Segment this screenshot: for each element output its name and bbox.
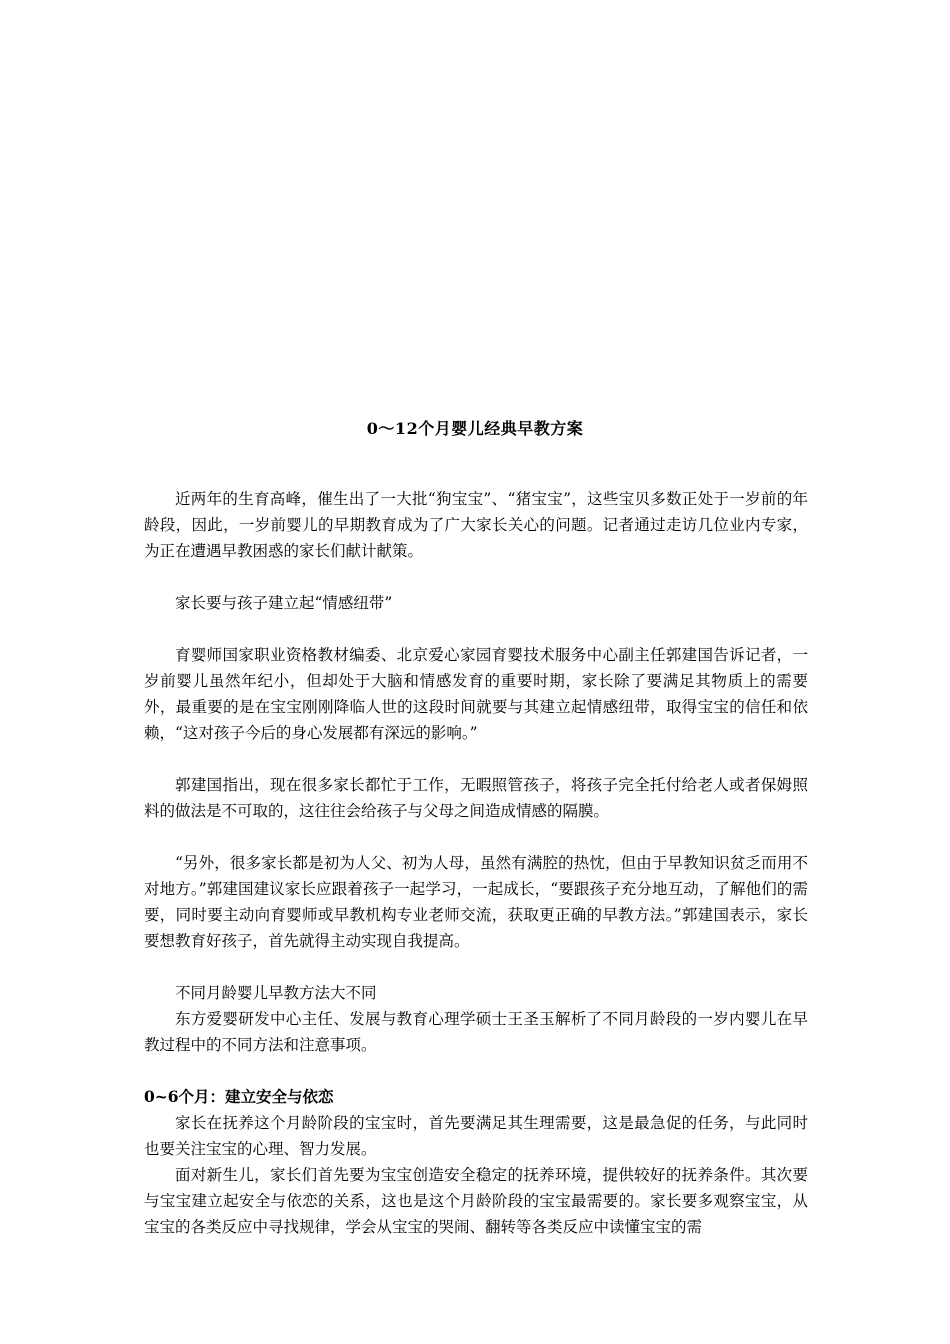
article-body bbox=[144, 486, 808, 1240]
subheading-different-ages: 不同月龄婴儿早教方法大不同 bbox=[175, 984, 377, 1002]
paragraph-guo-statement: 育婴师国家职业资格教材编委、北京爱心家园育婴技术服务中心副主任郭建国告诉记者，一岁前婴儿虽然年纪小，但却处于大脑和情感发育的重要时期，家长除了要满足其物质上的需要外，最重要的是在宝宝刚刚降临人世的这段时间就要与其建立起情感纽带，取得宝宝的信任和依赖，“这对孩子今后的身心发展都有深远的影响。” bbox=[144, 646, 808, 742]
paragraph-guo-busy-parents: 郭建国指出，现在很多家长都忙于工作，无暇照管孩子，将孩子完全托付给老人或者保姆照料的做法是不可取的，这往往会给孩子与父母之间造成情感的隔膜。 bbox=[144, 776, 808, 820]
paragraph-intro: 近两年的生育高峰，催生出了一大批“狗宝宝”、“猪宝宝”，这些宝贝多数正处于一岁前的年龄段，因此，一岁前婴儿的早期教育成为了广大家长关心的问题。记者通过走访几位业内专家，为正在遭遇早教困惑的家长们献计献策。 bbox=[144, 490, 808, 560]
paragraph-newborn-care: 面对新生儿，家长们首先要为宝宝创造安全稳定的抚养环境，提供较好的抚养条件。其次要与宝宝建立起安全与依恋的关系，这也是这个月龄阶段的宝宝最需要的。家长要多观察宝宝，从宝宝的各类反应中寻找规律，学会从宝宝的哭闹、翻转等各类反应中读懂宝宝的需 bbox=[144, 1166, 808, 1236]
paragraph-physiological-needs: 家长在抚养这个月龄阶段的宝宝时，首先要满足其生理需要，这是最急促的任务，与此同时也要关注宝宝的心理、智力发展。 bbox=[144, 1114, 808, 1158]
section-heading-0-6-months: 0~6个月：建立安全与依恋 bbox=[144, 1087, 334, 1106]
document-title: 0～12个月婴儿经典早教方案 bbox=[366, 419, 584, 438]
paragraph-wang-intro: 东方爱婴研发中心主任、发展与教育心理学硕士王圣玉解析了不同月龄段的一岁内婴儿在早教过程中的不同方法和注意事项。 bbox=[144, 1010, 808, 1054]
paragraph-guo-advice: “另外，很多家长都是初为人父、初为人母，虽然有满腔的热忱，但由于早教知识贫乏而用不对地方。”郭建国建议家长应跟着孩子一起学习，一起成长，“要跟孩子充分地互动，了解他们的需要，同时要主动向育婴师或早教机构专业老师交流，获取更正确的早教方法。”郭建国表示，家长要想教育好孩子，首先就得主动实现自我提高。 bbox=[144, 854, 808, 950]
subheading-emotional-bond: 家长要与孩子建立起“情感纽带” bbox=[175, 594, 393, 612]
